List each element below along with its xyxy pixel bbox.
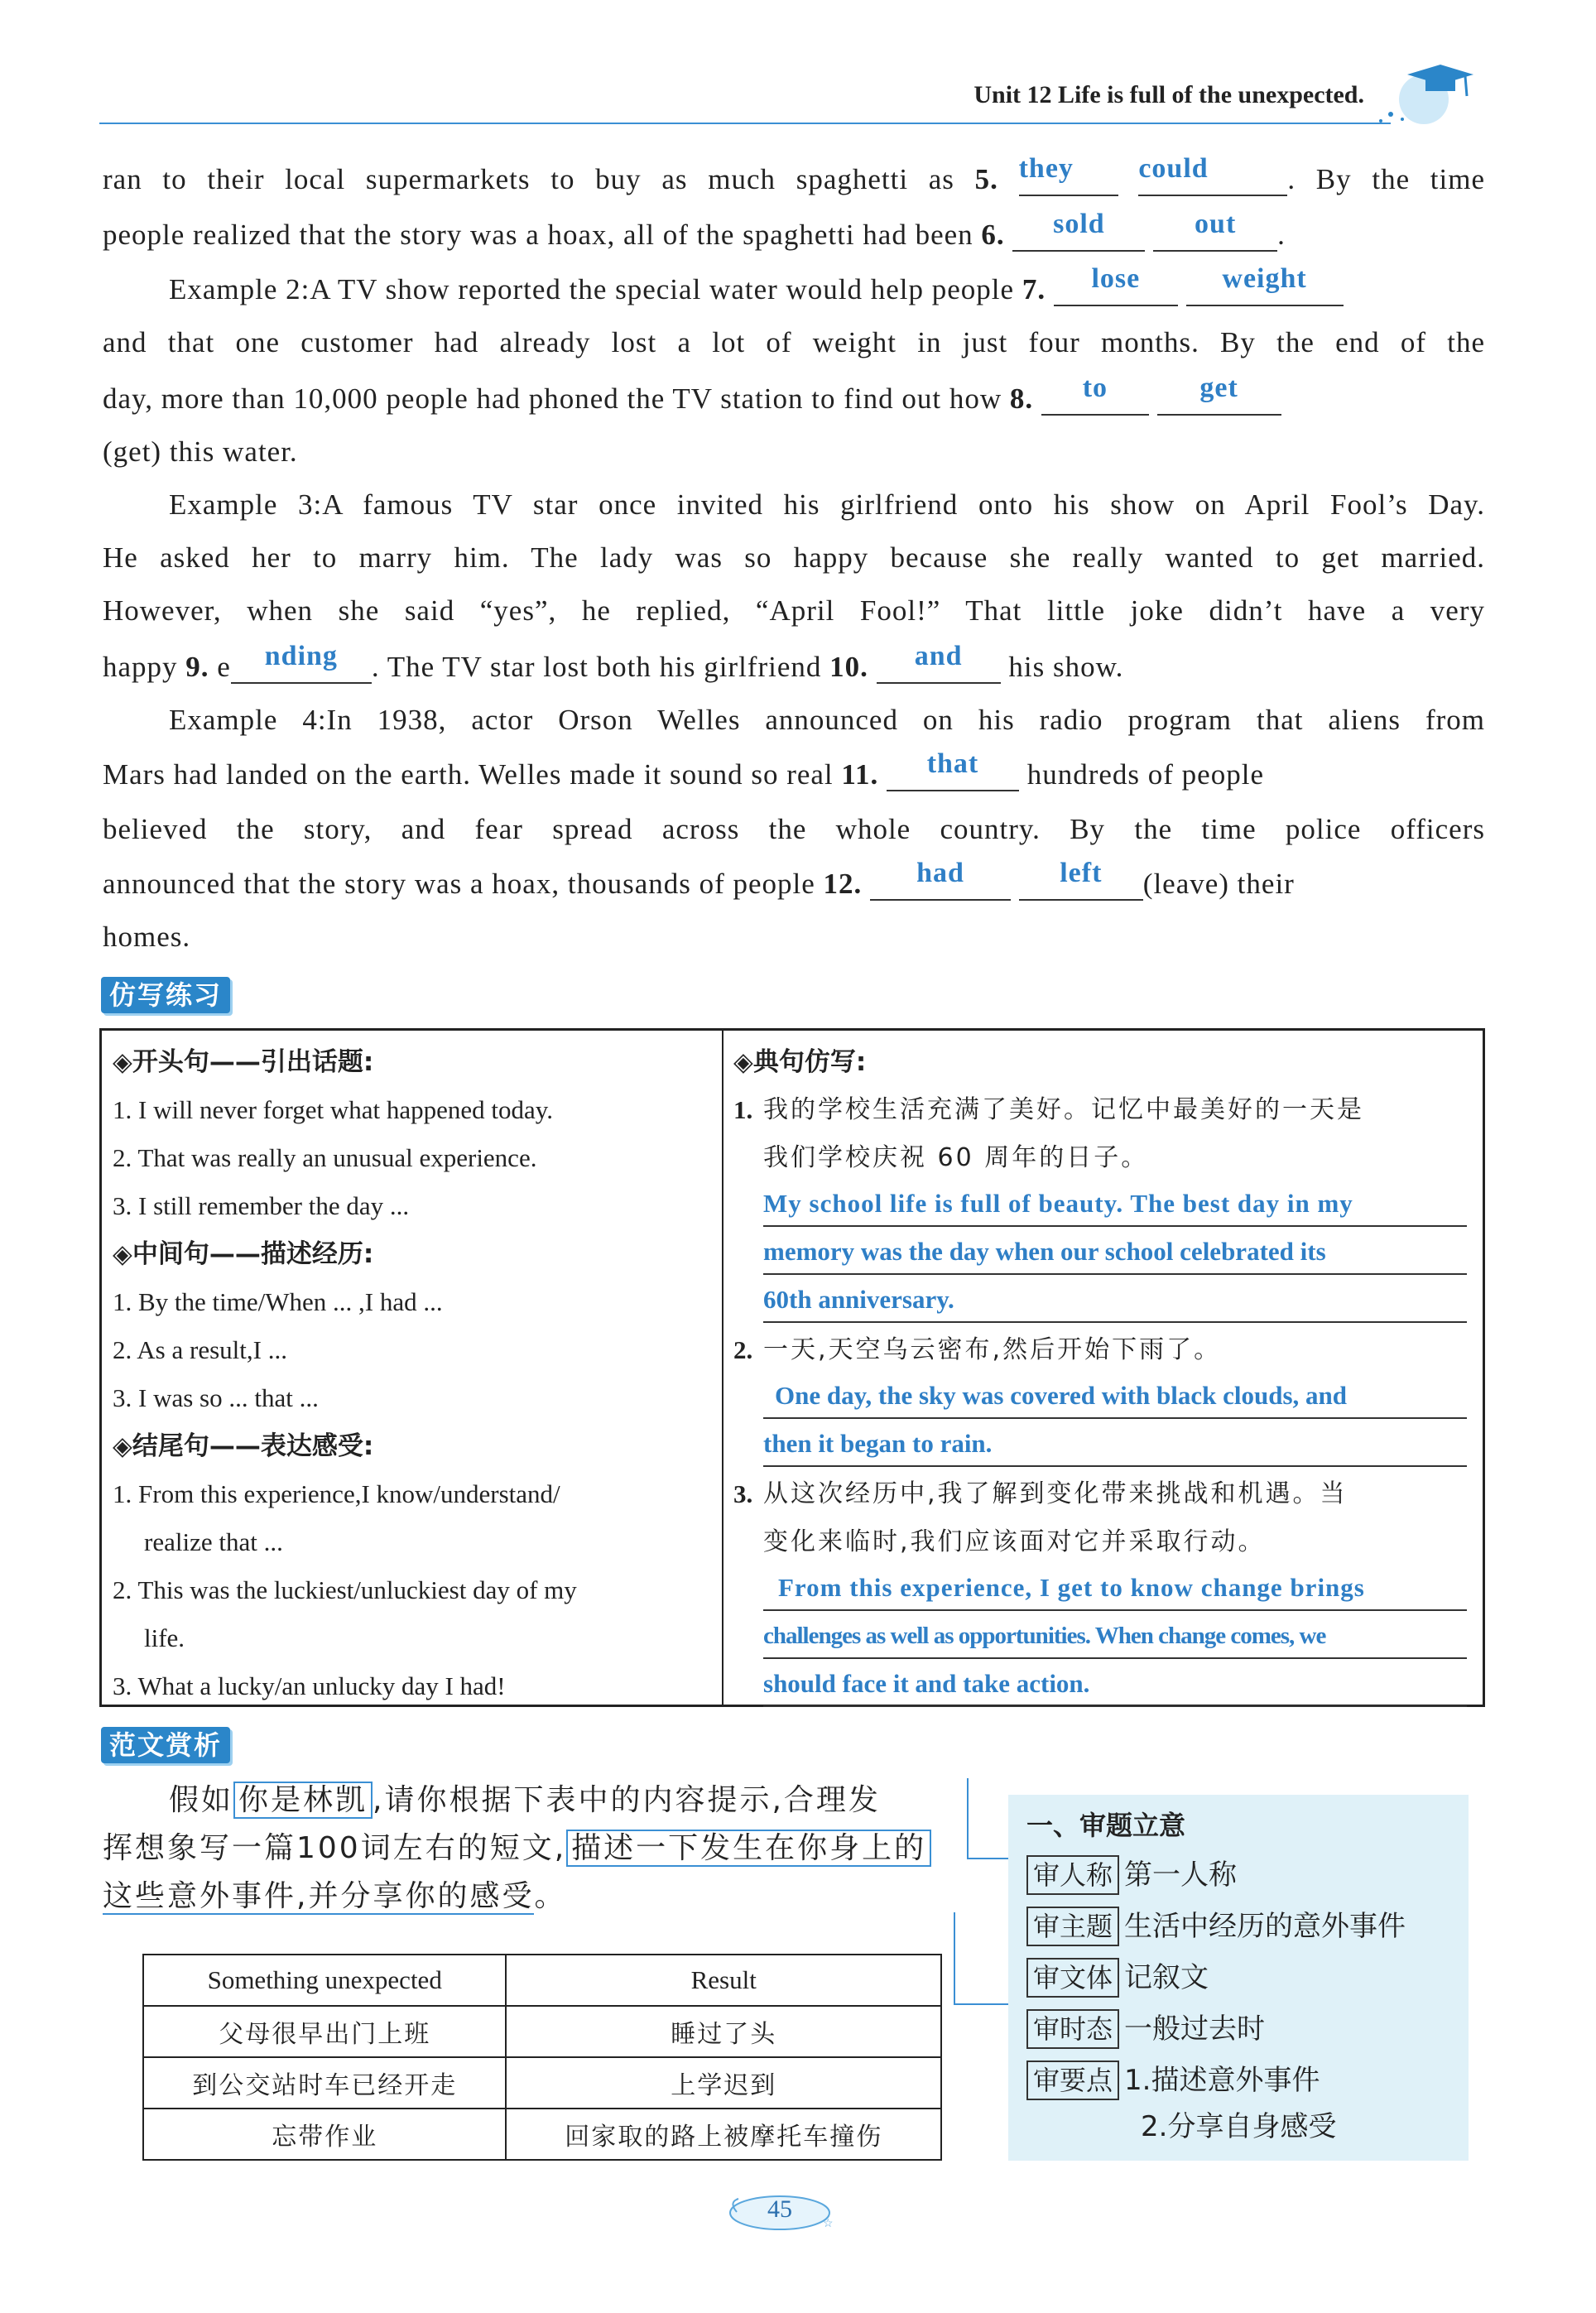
answer-line bbox=[763, 1277, 1467, 1323]
answer: to bbox=[1082, 373, 1108, 403]
question-number: 1. bbox=[733, 1095, 753, 1124]
connector bbox=[954, 1912, 955, 2003]
answer: From this experience, I get to know change brings bbox=[778, 1573, 1365, 1602]
prompt-line-3 bbox=[103, 1873, 566, 1921]
answer: lose bbox=[1091, 263, 1141, 294]
answer-blank bbox=[1041, 373, 1149, 416]
answer-blank bbox=[231, 641, 372, 684]
section-label-imitation: 仿写练习 bbox=[101, 977, 230, 1013]
svg-text:☆: ☆ bbox=[823, 2217, 834, 2230]
passage-line-11: Example 4:In 1938, actor Orson Welles announced on his radio program that aliens from bbox=[169, 704, 1485, 736]
table-row bbox=[143, 2057, 941, 2109]
question-number: 9. bbox=[185, 651, 209, 683]
passage-line-1 bbox=[103, 153, 1486, 198]
panel-tag: 审文体 bbox=[1026, 1958, 1119, 1998]
question-number: 2. bbox=[733, 1335, 753, 1364]
answer: 60th anniversary. bbox=[763, 1285, 954, 1314]
panel-row bbox=[1026, 1854, 1237, 1896]
question-number: 10. bbox=[829, 651, 868, 683]
answer: that bbox=[926, 748, 979, 779]
answer-blank bbox=[1018, 153, 1118, 196]
text: hundreds of people bbox=[1018, 758, 1264, 791]
passage-line-14 bbox=[103, 858, 1485, 902]
prompt-line-1 bbox=[169, 1777, 881, 1825]
panel-tag: 审要点 bbox=[1026, 2061, 1119, 2100]
answer: they bbox=[1018, 153, 1074, 184]
answer-blank bbox=[870, 858, 1011, 901]
answer: and bbox=[914, 641, 963, 671]
answer-line bbox=[763, 1421, 1467, 1467]
panel-tag: 审主题 bbox=[1026, 1907, 1119, 1946]
events-table bbox=[142, 1954, 942, 2161]
panel-tag: 审时态 bbox=[1026, 2009, 1119, 2049]
answer: One day, the sky was covered with black clouds, and bbox=[775, 1381, 1348, 1410]
page-number: 45 bbox=[767, 2195, 792, 2223]
panel-row bbox=[1026, 2060, 1320, 2101]
table-row bbox=[143, 2109, 941, 2160]
sentence: 1. I will never forget what happened today. bbox=[113, 1095, 553, 1124]
answer: get bbox=[1199, 373, 1238, 403]
text: . The TV star lost both his girlfriend bbox=[371, 651, 830, 683]
sentence: 2. This was the luckiest/unluckiest day of my bbox=[113, 1575, 577, 1604]
passage-line-13: believed the story, and fear spread across the whole country. By the time police officers bbox=[103, 813, 1485, 845]
text: 挥想象写一篇100词左右的短文, bbox=[103, 1831, 567, 1865]
passage-line-9: However, when she said “yes”, he replied, “April Fool!” That little joke didn’t have a very bbox=[103, 594, 1485, 627]
question-number: 12. bbox=[823, 868, 863, 900]
table-cell: 到公交站时车已经开走 bbox=[143, 2057, 506, 2109]
answer: should face it and take action. bbox=[763, 1669, 1090, 1698]
header-rule bbox=[99, 123, 1391, 124]
heading-middle: ◈中间句——描述经历: bbox=[113, 1239, 374, 1269]
passage-line-12 bbox=[103, 748, 1485, 793]
text: 假如 bbox=[169, 1783, 234, 1817]
answer-blank bbox=[1012, 209, 1145, 252]
panel-text: 一般过去时 bbox=[1124, 2012, 1266, 2046]
panel-text: 生活中经历的意外事件 bbox=[1124, 1910, 1406, 1943]
text: . By the time bbox=[1287, 163, 1486, 195]
answer: challenges as well as opportunities. When change comes, we bbox=[763, 1623, 1326, 1649]
answer: My school life is full of beauty. The best day in my bbox=[763, 1189, 1353, 1218]
panel-row-extra: 2.分享自身感受 bbox=[1141, 2110, 1337, 2143]
passage-line-5 bbox=[103, 373, 1485, 417]
sentence: 3. What a lucky/an unlucky day I had! bbox=[113, 1671, 506, 1700]
connector bbox=[967, 1778, 969, 1858]
highlight-box: 描述一下发生在你身上的 bbox=[566, 1830, 931, 1867]
answer-blank bbox=[1138, 153, 1287, 196]
table-cell: 睡过了头 bbox=[506, 2006, 941, 2057]
sentence: life. bbox=[144, 1623, 185, 1652]
answer-blank bbox=[1054, 263, 1178, 306]
text: 。 bbox=[534, 1879, 567, 1913]
table-header: Result bbox=[506, 1955, 941, 2006]
passage-line-4: and that one customer had already lost a lot of weight in just four months. By the end of the bbox=[103, 326, 1485, 358]
passage-line-3 bbox=[169, 263, 1551, 308]
text: ,请你根据下表中的内容提示,合理发 bbox=[373, 1783, 881, 1817]
text: day, more than 10,000 people had phoned the TV station to find out how bbox=[103, 382, 1010, 415]
highlight-box: 你是林凯 bbox=[233, 1782, 373, 1819]
sentence: realize that ... bbox=[144, 1527, 283, 1556]
connector bbox=[967, 1858, 1008, 1859]
prompt-line-2 bbox=[103, 1825, 931, 1873]
sentence: 2. As a result,I ... bbox=[113, 1335, 287, 1364]
passage-line-2 bbox=[103, 209, 1485, 253]
passage-line-6: (get) this water. bbox=[103, 435, 298, 468]
answer: could bbox=[1138, 153, 1209, 184]
passage-line-10 bbox=[103, 641, 1485, 685]
answer: had bbox=[916, 858, 964, 888]
table-row bbox=[143, 2006, 941, 2057]
panel-tag: 审人称 bbox=[1026, 1855, 1119, 1895]
text: . bbox=[1277, 219, 1286, 251]
chinese-prompt: 我的学校生活充满了美好。记忆中最美好的一天是 bbox=[763, 1095, 1364, 1124]
table-cell: 上学迟到 bbox=[506, 2057, 941, 2109]
passage-line-7: Example 3:A famous TV star once invited his girlfriend onto his show on April Fool’s Day. bbox=[169, 488, 1485, 521]
sentence: 3. I was so ... that ... bbox=[113, 1383, 319, 1412]
chinese-prompt: 一天,天空乌云密布,然后开始下雨了。 bbox=[763, 1335, 1222, 1364]
answer: left bbox=[1060, 858, 1103, 888]
question-number: 7. bbox=[1022, 273, 1046, 305]
panel-text: 1.描述意外事件 bbox=[1124, 2064, 1320, 2097]
text: Mars had landed on the earth. Welles made it sound so real bbox=[103, 758, 842, 791]
answer-blank bbox=[1019, 858, 1143, 901]
running-header: Unit 12 Life is full of the unexpected. bbox=[973, 81, 1364, 108]
sentence: 2. That was really an unusual experience. bbox=[113, 1143, 537, 1172]
text: his show. bbox=[1000, 651, 1124, 683]
passage-line-15: homes. bbox=[103, 921, 191, 953]
question-number: 6. bbox=[981, 219, 1005, 251]
text: e bbox=[209, 651, 231, 683]
passage-line-8: He asked her to marry him. The lady was so happy because she really wanted to get married. bbox=[103, 541, 1485, 574]
heading-ending: ◈结尾句——表达感受: bbox=[113, 1431, 374, 1461]
answer: then it began to rain. bbox=[763, 1429, 993, 1458]
answer: out bbox=[1195, 209, 1237, 239]
table-header-row bbox=[143, 1955, 941, 2006]
table-header: Something unexpected bbox=[143, 1955, 506, 2006]
question-number: 8. bbox=[1009, 382, 1034, 415]
panel-row bbox=[1026, 2008, 1265, 2050]
answer-blank bbox=[887, 748, 1019, 791]
table-cell: 回家取的路上被摩托车撞伤 bbox=[506, 2109, 941, 2160]
question-number: 3. bbox=[733, 1479, 753, 1508]
heading-typical: ◈典句仿写: bbox=[733, 1047, 867, 1077]
sentence: 1. By the time/When ... ,I had ... bbox=[113, 1287, 443, 1316]
question-number: 11. bbox=[841, 758, 879, 791]
chinese-prompt: 我们学校庆祝 60 周年的日子。 bbox=[763, 1143, 1149, 1172]
text: ran to their local supermarkets to buy as much spaghetti as bbox=[103, 163, 975, 195]
text: happy bbox=[103, 651, 186, 683]
sentence: 1. From this experience,I know/understand/ bbox=[113, 1479, 560, 1508]
answer: sold bbox=[1053, 209, 1105, 239]
section-label-model-essay: 范文赏析 bbox=[101, 1727, 230, 1763]
answer-line bbox=[763, 1181, 1467, 1227]
graduation-cap-icon bbox=[1374, 50, 1490, 132]
answer-blank bbox=[1153, 209, 1277, 252]
answer-line bbox=[763, 1565, 1467, 1611]
heading-opening: ◈开头句——引出话题: bbox=[113, 1047, 374, 1077]
table-cell: 忘带作业 bbox=[143, 2109, 506, 2160]
answer: nding bbox=[264, 641, 338, 671]
question-number: 5. bbox=[974, 163, 998, 195]
text: (leave) their bbox=[1142, 868, 1295, 900]
answer-line bbox=[763, 1661, 1467, 1707]
chinese-prompt: 变化来临时,我们应该面对它并采取行动。 bbox=[763, 1527, 1266, 1556]
text: people realized that the story was a hoax, all of the spaghetti had been bbox=[103, 219, 982, 251]
panel-title: 一、审题立意 bbox=[1026, 1810, 1186, 1841]
text: Example 2:A TV show reported the special water would help people bbox=[169, 273, 1022, 305]
answer: memory was the day when our school celebrated its bbox=[763, 1237, 1326, 1266]
sentence: 3. I still remember the day ... bbox=[113, 1191, 410, 1220]
panel-text: 记叙文 bbox=[1124, 1961, 1209, 1994]
answer-blank bbox=[877, 641, 1001, 684]
panel-row bbox=[1026, 1957, 1209, 1998]
table-cell: 父母很早出门上班 bbox=[143, 2006, 506, 2057]
text: announced that the story was a hoax, thousands of people bbox=[103, 868, 824, 900]
answer-line bbox=[763, 1373, 1467, 1419]
answer-blank bbox=[1157, 373, 1281, 416]
panel-text: 第一人称 bbox=[1124, 1859, 1238, 1892]
answer-blank bbox=[1186, 263, 1344, 306]
highlight-underline: 这些意外事件,并分享你的感受 bbox=[103, 1879, 535, 1913]
answer: weight bbox=[1222, 263, 1307, 294]
chinese-prompt: 从这次经历中,我了解到变化带来挑战和机遇。当 bbox=[763, 1479, 1348, 1508]
panel-row bbox=[1026, 1906, 1406, 1947]
answer-line bbox=[763, 1229, 1467, 1275]
column-divider bbox=[722, 1028, 723, 1707]
answer-line bbox=[763, 1613, 1467, 1659]
